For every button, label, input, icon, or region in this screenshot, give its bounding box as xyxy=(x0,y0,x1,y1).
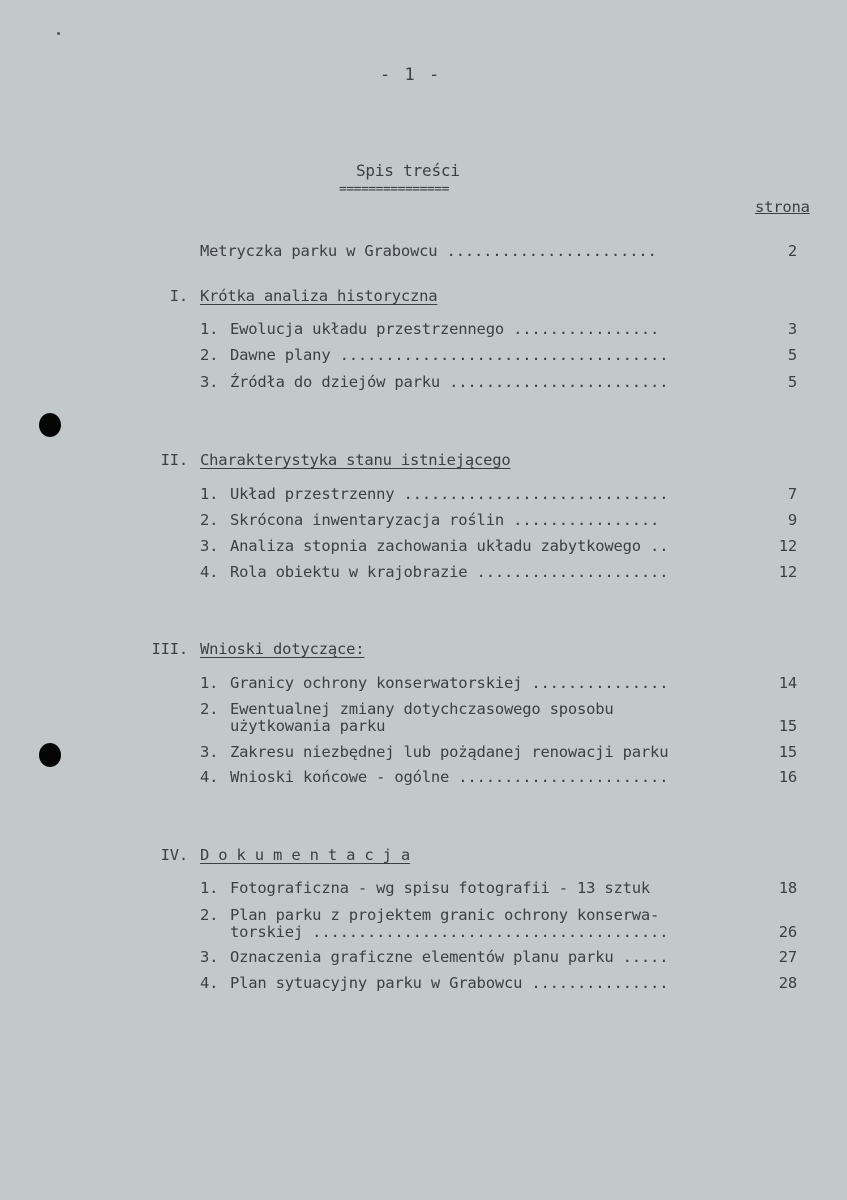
toc-item-text: Ewentualnej zmiany dotychczasowego sposobu xyxy=(230,700,614,718)
toc-item-num: 1. xyxy=(200,320,219,338)
section-heading: Wnioski dotyczące: xyxy=(200,640,365,658)
toc-item-num: 3. xyxy=(200,948,219,966)
toc-item-text: Układ przestrzenny ............................. xyxy=(230,485,669,503)
toc-item-text: Plan sytuacyjny parku w Grabowcu ............... xyxy=(230,974,669,992)
toc-item-num: 2. xyxy=(200,906,219,924)
toc-item-num: 3. xyxy=(200,743,219,761)
toc-intro-text: Metryczka parku w Grabowcu ....................... xyxy=(200,242,657,260)
section-heading: D o k u m e n t a c j a xyxy=(200,846,411,864)
toc-item-page: 12 xyxy=(778,563,797,581)
page-column-header: strona xyxy=(755,198,810,216)
toc-item-num: 1. xyxy=(200,674,219,692)
toc-item-text: Zakresu niezbędnej lub pożądanej renowacji parku xyxy=(230,743,669,761)
toc-item-page: 7 xyxy=(787,485,797,503)
toc-item-page: 9 xyxy=(787,511,797,529)
page-number: - 1 - xyxy=(380,65,442,85)
section-heading: Charakterystyka stanu istniejącego xyxy=(200,451,511,469)
toc-item-num: 4. xyxy=(200,974,219,992)
toc-item-text-continued: użytkowania parku xyxy=(230,717,386,735)
toc-item-num: 1. xyxy=(200,879,219,897)
toc-item-text: Granicy ochrony konserwatorskiej ............... xyxy=(230,674,669,692)
toc-item-text: Analiza stopnia zachowania układu zabytkowego .. xyxy=(230,537,669,555)
speck xyxy=(57,32,60,35)
section-numeral: IV. xyxy=(160,846,188,864)
section-heading: Krótka analiza historyczna xyxy=(200,287,438,305)
toc-item-page: 28 xyxy=(778,974,797,992)
toc-item-page: 15 xyxy=(778,743,797,761)
toc-item-page: 16 xyxy=(778,768,797,786)
toc-item-text: Skrócona inwentaryzacja roślin ................ xyxy=(230,511,660,529)
toc-item-num: 3. xyxy=(200,373,219,391)
toc-item-text: Rola obiektu w krajobrazie ..................... xyxy=(230,563,669,581)
section-numeral: III. xyxy=(151,640,188,658)
toc-item-page: 5 xyxy=(787,373,797,391)
toc-item-num: 2. xyxy=(200,511,219,529)
toc-item-text: Fotograficzna - wg spisu fotografii - 13 sztuk xyxy=(230,879,651,897)
toc-item-page: 15 xyxy=(778,717,797,735)
toc-item-text: Źródła do dziejów parku ........................ xyxy=(230,373,669,391)
toc-item-page: 12 xyxy=(778,537,797,555)
toc-item-num: 2. xyxy=(200,346,219,364)
punch-hole-bottom xyxy=(39,743,61,767)
punch-hole-top xyxy=(39,413,61,437)
toc-item-num: 4. xyxy=(200,768,219,786)
toc-item-page: 18 xyxy=(778,879,797,897)
toc-item-page: 14 xyxy=(778,674,797,692)
toc-item-page: 3 xyxy=(787,320,797,338)
toc-intro-page: 2 xyxy=(787,242,797,260)
toc-item-text: Plan parku z projektem granic ochrony konserwa- xyxy=(230,906,660,924)
toc-item-num: 1. xyxy=(200,485,219,503)
toc-item-num: 4. xyxy=(200,563,219,581)
toc-item-page: 26 xyxy=(778,923,797,941)
toc-item-page: 5 xyxy=(787,346,797,364)
toc-item-text: Ewolucja układu przestrzennego ................ xyxy=(230,320,660,338)
toc-item-page: 27 xyxy=(778,948,797,966)
toc-item-num: 2. xyxy=(200,700,219,718)
page-title: Spis treści xyxy=(356,161,460,180)
toc-item-text: Wnioski końcowe - ogólne ....................... xyxy=(230,768,669,786)
toc-item-text-continued: torskiej ....................................... xyxy=(230,923,669,941)
title-double-rule: =============== xyxy=(339,182,449,197)
toc-item-text: Oznaczenia graficzne elementów planu parku ..... xyxy=(230,948,669,966)
section-numeral: II. xyxy=(160,451,188,469)
toc-item-num: 3. xyxy=(200,537,219,555)
section-numeral: I. xyxy=(169,287,188,305)
toc-item-text: Dawne plany .................................... xyxy=(230,346,669,364)
